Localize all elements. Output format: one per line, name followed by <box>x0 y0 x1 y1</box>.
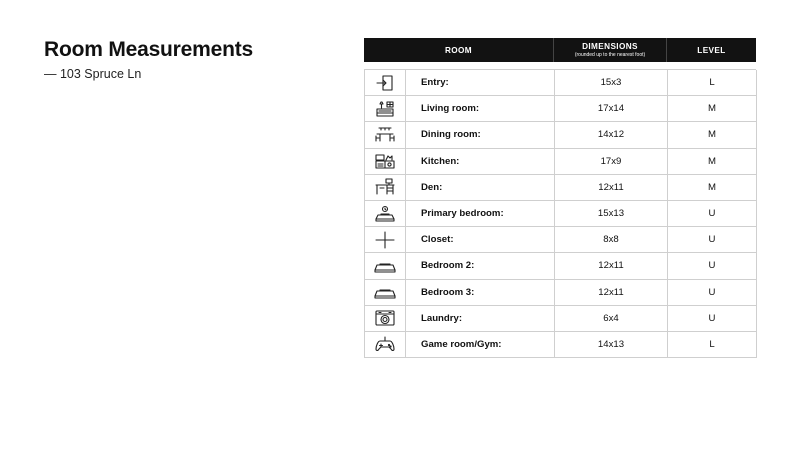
row-icon-cell <box>365 306 406 332</box>
room-dimensions: 12x11 <box>555 175 668 201</box>
room-name: Dining room: <box>406 122 555 148</box>
room-level: L <box>668 332 757 358</box>
row-icon-cell <box>365 70 406 96</box>
bed-icon <box>374 257 396 275</box>
header-level-label: LEVEL <box>697 45 726 55</box>
door-enter-icon <box>374 74 396 92</box>
room-level: M <box>668 122 757 148</box>
room-dimensions: 15x3 <box>555 70 668 96</box>
room-dimensions: 6x4 <box>555 306 668 332</box>
table-row-dining-room <box>365 122 756 148</box>
room-level: M <box>668 175 757 201</box>
room-name: Game room/Gym: <box>406 332 555 358</box>
dining-table-icon <box>374 126 396 144</box>
header-dimensions-note: (rounded up to the nearest foot) <box>574 52 646 58</box>
room-name: Laundry: <box>406 306 555 332</box>
game-controller-icon <box>374 335 396 353</box>
table-row-primary-bedroom <box>365 201 756 227</box>
room-dimensions: 15x13 <box>555 201 668 227</box>
row-icon-cell <box>365 227 406 253</box>
room-level: U <box>668 306 757 332</box>
header-dimensions <box>554 38 667 62</box>
table-header <box>364 38 756 62</box>
room-name: Kitchen: <box>406 149 555 175</box>
table-row-bedroom-3 <box>365 280 756 306</box>
row-icon-cell <box>365 280 406 306</box>
table-row-laundry <box>365 306 756 332</box>
room-level: U <box>668 227 757 253</box>
sofa-lamp-icon <box>374 100 396 118</box>
table-row-den <box>365 175 756 201</box>
room-measurements-table <box>364 38 756 358</box>
header-level <box>667 38 756 62</box>
table-row-living-room <box>365 96 756 122</box>
room-dimensions: 17x9 <box>555 149 668 175</box>
room-level: U <box>668 201 757 227</box>
row-icon-cell <box>365 253 406 279</box>
room-dimensions: 14x12 <box>555 122 668 148</box>
closet-cross-icon <box>374 231 396 249</box>
room-level: U <box>668 280 757 306</box>
room-dimensions: 17x14 <box>555 96 668 122</box>
room-name: Bedroom 3: <box>406 280 555 306</box>
room-level: U <box>668 253 757 279</box>
room-dimensions: 12x11 <box>555 280 668 306</box>
room-dimensions: 14x13 <box>555 332 668 358</box>
room-name: Closet: <box>406 227 555 253</box>
bed-clock-icon <box>374 205 396 223</box>
room-level: M <box>668 149 757 175</box>
table-row-entry <box>365 70 756 96</box>
table-row-kitchen <box>365 149 756 175</box>
row-icon-cell <box>365 122 406 148</box>
desk-icon <box>374 178 396 196</box>
row-icon-cell <box>365 201 406 227</box>
kitchen-stove-icon <box>374 152 396 170</box>
table-row-game-room-gym <box>365 332 756 358</box>
table-row-bedroom-2 <box>365 253 756 279</box>
table-row-closet <box>365 227 756 253</box>
row-icon-cell <box>365 175 406 201</box>
bed-icon <box>374 283 396 301</box>
row-icon-cell <box>365 149 406 175</box>
room-name: Entry: <box>406 70 555 96</box>
header-room <box>364 38 554 62</box>
row-icon-cell <box>365 96 406 122</box>
washing-machine-icon <box>374 309 396 327</box>
room-name: Living room: <box>406 96 555 122</box>
row-icon-cell <box>365 332 406 358</box>
address-subtitle: — 103 Spruce Ln <box>44 67 142 81</box>
room-dimensions: 12x11 <box>555 253 668 279</box>
header-dimensions-label: DIMENSIONS <box>582 42 638 51</box>
header-room-label: ROOM <box>444 45 473 55</box>
page-title: Room Measurements <box>44 38 253 61</box>
room-name: Primary bedroom: <box>406 201 555 227</box>
room-name: Bedroom 2: <box>406 253 555 279</box>
room-name: Den: <box>406 175 555 201</box>
room-dimensions: 8x8 <box>555 227 668 253</box>
table-body <box>364 69 756 358</box>
room-level: L <box>668 70 757 96</box>
room-level: M <box>668 96 757 122</box>
